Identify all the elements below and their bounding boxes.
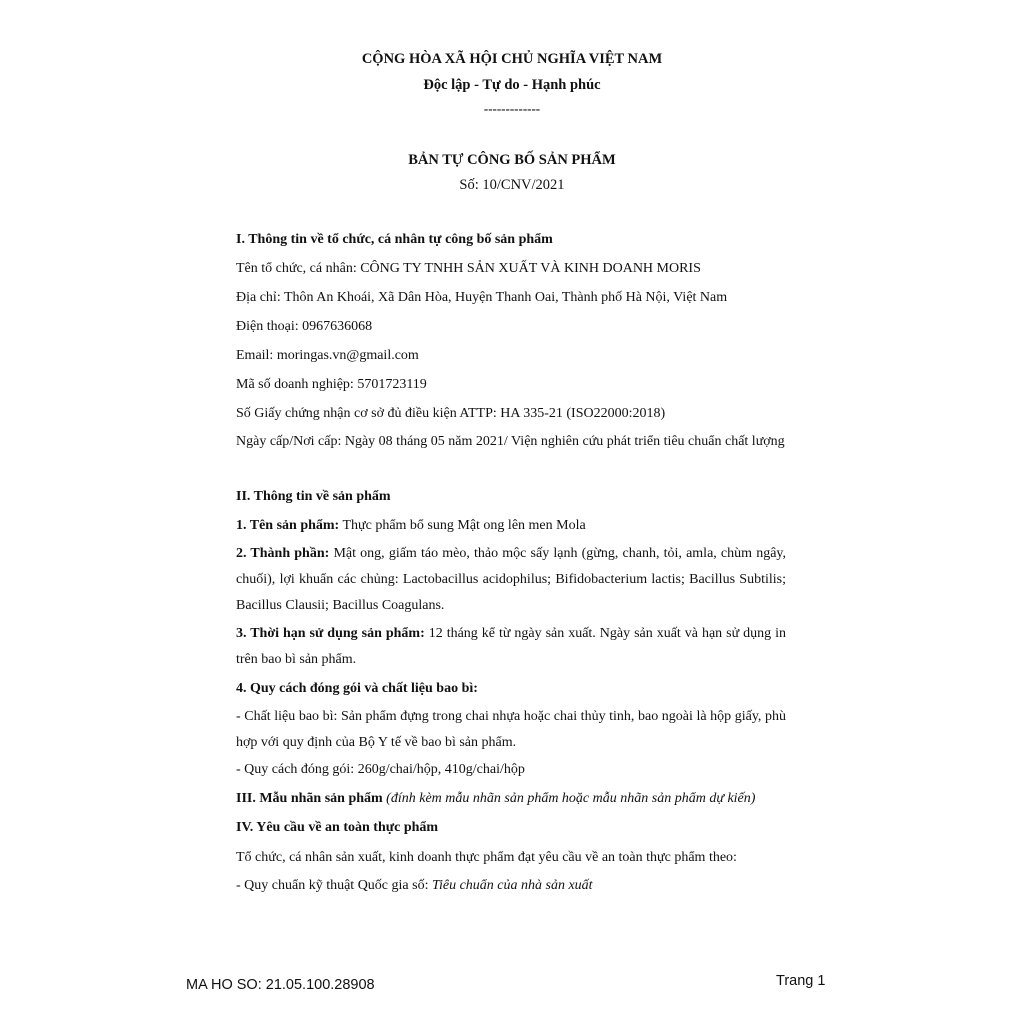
packaging-spec: - Quy cách đóng gói: 260g/chai/hộp, 410g/chai/hộp <box>236 762 525 777</box>
org-tax-code: Mã số doanh nghiệp: 5701723119 <box>236 377 427 392</box>
safety-standard <box>236 873 786 899</box>
org-address: Địa chỉ: Thôn An Khoái, Xã Dân Hòa, Huyện Thanh Oai, Thành phố Hà Nội, Việt Nam <box>236 290 728 305</box>
product-name-label: 1. Tên sản phẩm: <box>236 518 340 533</box>
ingredients-value: Mật ong, giấm táo mèo, thảo mộc sấy lạnh (gừng, chanh, tỏi, amla, chùm ngây, chuối), lợi khuẩn các chủng: Lactobacillus acidophilus; Bifidobacterium lactis; Bacillus Subtilis; Bacillus Clausii; Bacillus Coagulans. <box>236 546 787 613</box>
shelf-life-value: 12 tháng kể từ ngày sản xuất. Ngày sản xuất và hạn sử dụng in trên bao bì sản phẩm. <box>236 626 786 667</box>
packaging-heading: 4. Quy cách đóng gói và chất liệu bao bì: <box>236 681 478 696</box>
org-name: Tên tổ chức, cá nhân: CÔNG TY TNHH SẢN XUẤT VÀ KINH DOANH MORIS <box>236 261 701 276</box>
shelf-life-label: 3. Thời hạn sử dụng sản phẩm: <box>236 626 425 641</box>
document-title: BẢN TỰ CÔNG BỐ SẢN PHẨM <box>408 152 616 168</box>
section-2-heading: II. Thông tin về sản phẩm <box>236 489 391 504</box>
product-shelf-life <box>236 621 786 673</box>
document-number: Số: 10/CNV/2021 <box>459 177 565 193</box>
national-motto: Độc lập - Tự do - Hạnh phúc <box>423 77 601 93</box>
org-certificate: Số Giấy chứng nhận cơ sở đủ điều kiện ATTP: HA 335-21 (ISO22000:2018) <box>236 406 666 421</box>
ingredients-label: 2. Thành phần: <box>236 546 330 561</box>
country-heading: CỘNG HÒA XÃ HỘI CHỦ NGHĨA VIỆT NAM <box>361 51 663 67</box>
section-3 <box>236 786 786 812</box>
header-separator: ------------- <box>483 101 541 116</box>
file-code: MA HO SO: 21.05.100.28908 <box>186 977 375 993</box>
org-issue-info: Ngày cấp/Nơi cấp: Ngày 08 tháng 05 năm 2021/ Viện nghiên cứu phát triển tiêu chuẩn chất lượng <box>236 434 785 449</box>
product-name <box>236 513 786 539</box>
org-email: Email: moringas.vn@gmail.com <box>236 348 419 363</box>
standard-label: - Quy chuẩn kỹ thuật Quốc gia số: <box>236 878 432 893</box>
section-4-heading: IV. Yêu cầu về an toàn thực phẩm <box>236 820 439 835</box>
org-phone: Điện thoại: 0967636068 <box>236 319 373 334</box>
safety-statement: Tổ chức, cá nhân sản xuất, kinh doanh thực phẩm đạt yêu cầu về an toàn thực phẩm theo: <box>236 850 737 865</box>
product-name-value: Thực phẩm bổ sung Mật ong lên men Mola <box>339 518 586 533</box>
section-3-note: (đính kèm mẫu nhãn sản phẩm hoặc mẫu nhãn sản phẩm dự kiến) <box>382 791 756 806</box>
page-number: Trang 1 <box>776 973 826 989</box>
standard-value: Tiêu chuẩn của nhà sản xuất <box>431 878 593 893</box>
section-3-heading: III. Mẫu nhãn sản phẩm <box>236 791 383 806</box>
product-ingredients <box>236 541 786 619</box>
section-1-heading: I. Thông tin về tổ chức, cá nhân tự công bố sản phẩm <box>236 232 553 247</box>
packaging-material: - Chất liệu bao bì: Sản phẩm đựng trong chai nhựa hoặc chai thủy tinh, bao ngoài là hộp giấy, phù hợp với quy định của Bộ Y tế về bao bì sản phẩm. <box>236 709 786 750</box>
